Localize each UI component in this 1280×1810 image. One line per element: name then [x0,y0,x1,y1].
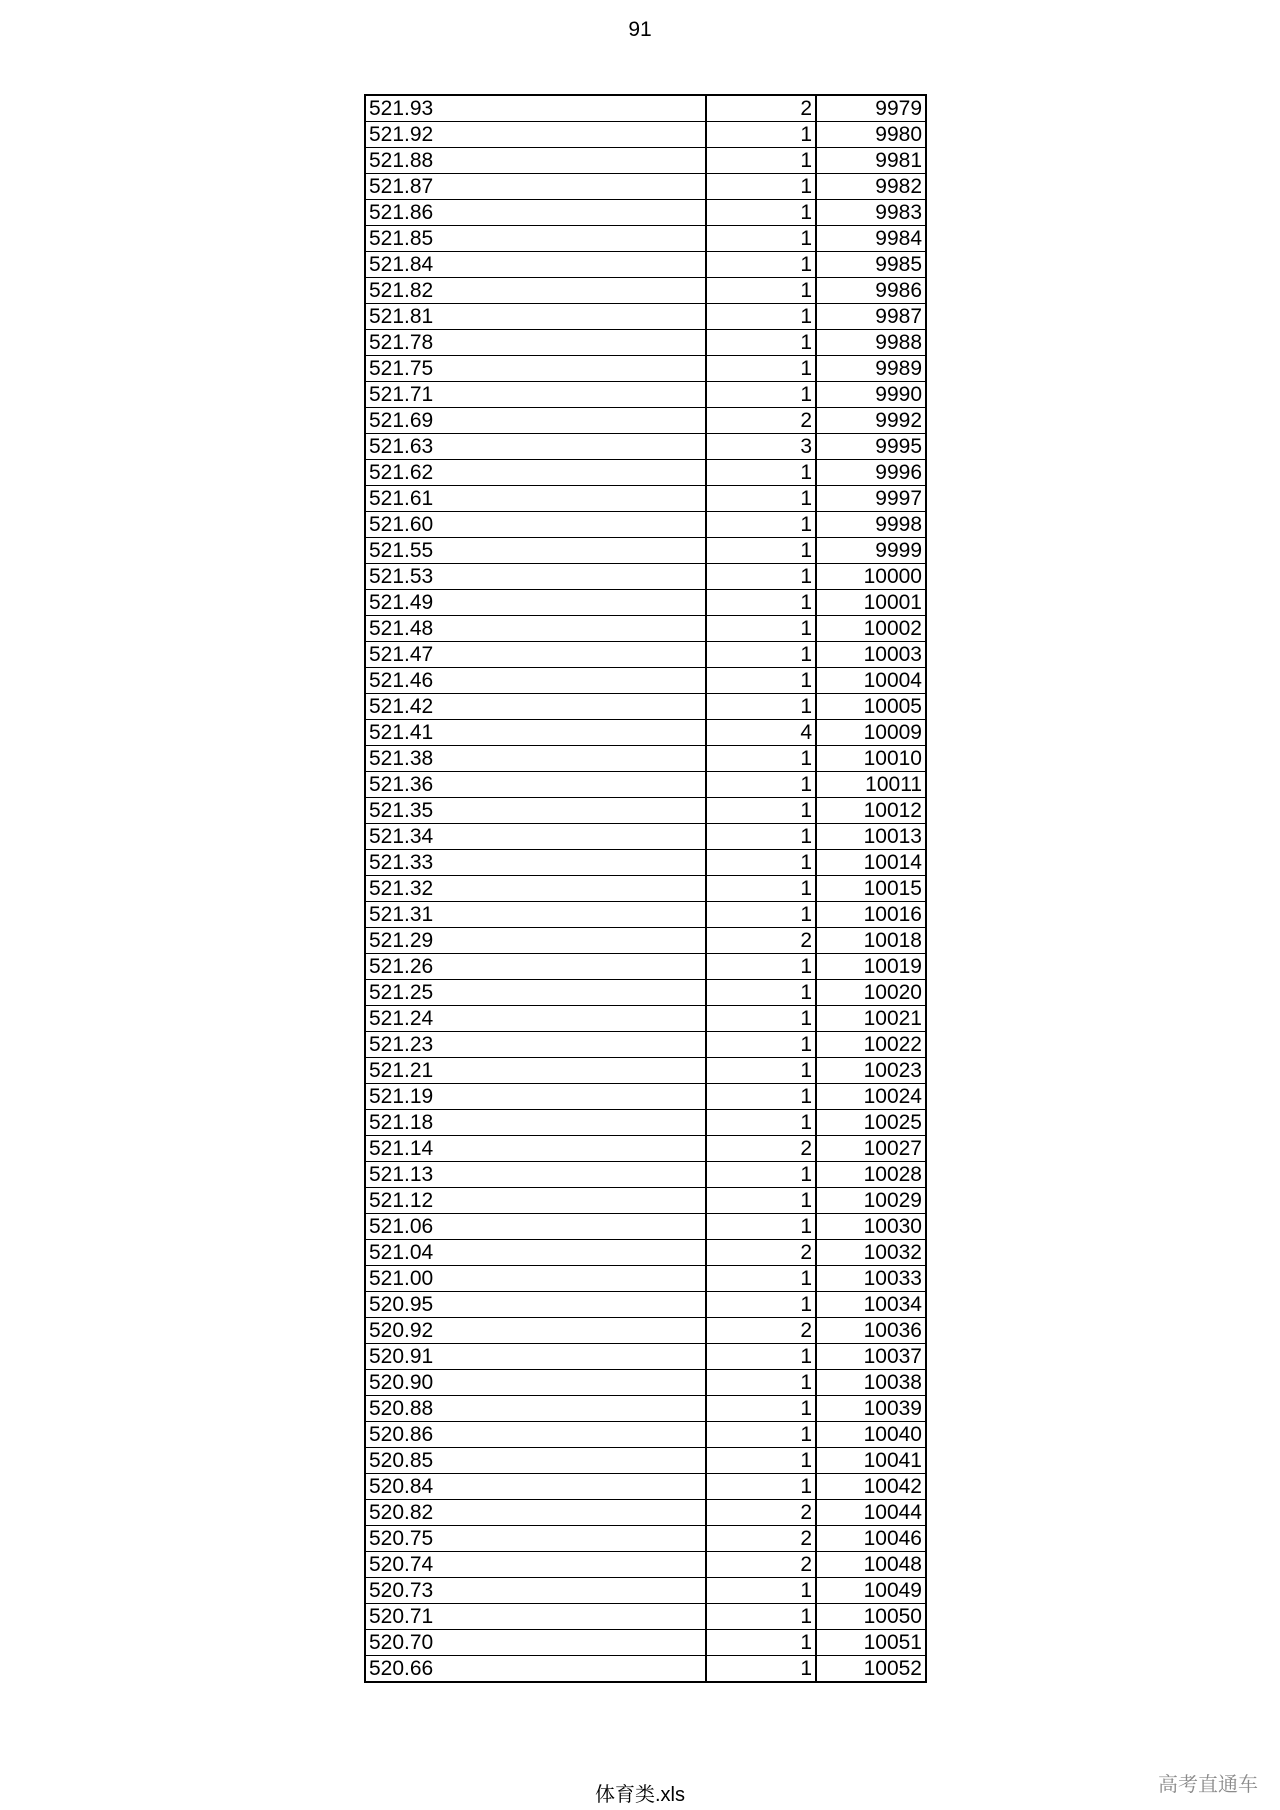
count-cell: 1 [706,694,816,720]
score-cell: 521.61 [365,486,706,512]
rank-cell: 9996 [816,460,926,486]
score-cell: 521.47 [365,642,706,668]
rank-cell: 10032 [816,1240,926,1266]
score-cell: 520.66 [365,1656,706,1683]
count-cell: 1 [706,252,816,278]
score-cell: 521.12 [365,1188,706,1214]
rank-cell: 9988 [816,330,926,356]
count-cell: 1 [706,1474,816,1500]
rank-cell: 10039 [816,1396,926,1422]
count-cell: 2 [706,1240,816,1266]
count-cell: 1 [706,486,816,512]
score-cell: 521.81 [365,304,706,330]
rank-cell: 9986 [816,278,926,304]
table-row [365,980,926,1006]
score-cell: 520.70 [365,1630,706,1656]
rank-cell: 10048 [816,1552,926,1578]
rank-cell: 10002 [816,616,926,642]
count-cell: 1 [706,1188,816,1214]
score-cell: 521.82 [365,278,706,304]
count-cell: 1 [706,382,816,408]
count-cell: 1 [706,1344,816,1370]
count-cell: 1 [706,772,816,798]
rank-cell: 10014 [816,850,926,876]
score-cell: 521.00 [365,1266,706,1292]
table-row [365,1604,926,1630]
table-row [365,616,926,642]
count-cell: 1 [706,850,816,876]
count-cell: 1 [706,1110,816,1136]
table-row [365,1266,926,1292]
table-row [365,1396,926,1422]
count-cell: 1 [706,512,816,538]
rank-cell: 10025 [816,1110,926,1136]
rank-cell: 9981 [816,148,926,174]
table-row [365,720,926,746]
count-cell: 2 [706,1136,816,1162]
count-cell: 1 [706,304,816,330]
count-cell: 1 [706,200,816,226]
count-cell: 2 [706,928,816,954]
count-cell: 1 [706,1422,816,1448]
score-cell: 521.46 [365,668,706,694]
score-cell: 520.92 [365,1318,706,1344]
rank-cell: 10023 [816,1058,926,1084]
score-cell: 521.60 [365,512,706,538]
table-row [365,746,926,772]
table-row [365,200,926,226]
table-row [365,1630,926,1656]
rank-cell: 9982 [816,174,926,200]
table-row [365,1292,926,1318]
count-cell: 1 [706,746,816,772]
table-row [365,122,926,148]
rank-cell: 9992 [816,408,926,434]
count-cell: 1 [706,902,816,928]
count-cell: 1 [706,1266,816,1292]
rank-cell: 10022 [816,1032,926,1058]
footer-filename: 体育类.xls [595,1784,685,1806]
count-cell: 1 [706,564,816,590]
count-cell: 2 [706,1526,816,1552]
rank-cell: 10037 [816,1344,926,1370]
score-cell: 521.32 [365,876,706,902]
table-row [365,1448,926,1474]
table-row [365,1240,926,1266]
table-row [365,668,926,694]
score-cell: 521.26 [365,954,706,980]
rank-cell: 10049 [816,1578,926,1604]
rank-cell: 10011 [816,772,926,798]
table-row [365,1552,926,1578]
score-cell: 521.31 [365,902,706,928]
rank-cell: 9989 [816,356,926,382]
score-cell: 520.82 [365,1500,706,1526]
table-row [365,772,926,798]
rank-cell: 10021 [816,1006,926,1032]
table-row [365,1058,926,1084]
score-table-body [365,95,926,1682]
count-cell: 2 [706,1500,816,1526]
count-cell: 3 [706,434,816,460]
table-row [365,382,926,408]
score-cell: 521.88 [365,148,706,174]
rank-cell: 10029 [816,1188,926,1214]
rank-cell: 10019 [816,954,926,980]
score-table [364,94,927,1683]
score-cell: 521.84 [365,252,706,278]
rank-cell: 10013 [816,824,926,850]
score-cell: 521.14 [365,1136,706,1162]
table-row [365,95,926,122]
table-row [365,1474,926,1500]
rank-cell: 9987 [816,304,926,330]
score-cell: 520.84 [365,1474,706,1500]
score-cell: 521.62 [365,460,706,486]
rank-cell: 10046 [816,1526,926,1552]
score-cell: 521.23 [365,1032,706,1058]
table-row [365,278,926,304]
count-cell: 1 [706,1604,816,1630]
table-row [365,538,926,564]
score-cell: 521.71 [365,382,706,408]
count-cell: 1 [706,876,816,902]
rank-cell: 10015 [816,876,926,902]
score-cell: 521.36 [365,772,706,798]
count-cell: 2 [706,1318,816,1344]
table-row [365,1006,926,1032]
score-cell: 521.48 [365,616,706,642]
score-cell: 521.04 [365,1240,706,1266]
count-cell: 1 [706,148,816,174]
score-cell: 521.34 [365,824,706,850]
table-row [365,590,926,616]
rank-cell: 9998 [816,512,926,538]
count-cell: 1 [706,616,816,642]
score-cell: 520.88 [365,1396,706,1422]
count-cell: 1 [706,980,816,1006]
rank-cell: 10009 [816,720,926,746]
table-row [365,824,926,850]
table-row [365,564,926,590]
score-cell: 521.75 [365,356,706,382]
count-cell: 1 [706,1448,816,1474]
table-row [365,1578,926,1604]
table-row [365,1422,926,1448]
count-cell: 1 [706,1396,816,1422]
rank-cell: 9990 [816,382,926,408]
score-cell: 521.18 [365,1110,706,1136]
score-cell: 520.85 [365,1448,706,1474]
score-cell: 521.53 [365,564,706,590]
count-cell: 1 [706,1032,816,1058]
rank-cell: 10042 [816,1474,926,1500]
count-cell: 1 [706,330,816,356]
score-cell: 521.92 [365,122,706,148]
table-row [365,330,926,356]
rank-cell: 9985 [816,252,926,278]
rank-cell: 10016 [816,902,926,928]
score-cell: 520.71 [365,1604,706,1630]
count-cell: 1 [706,1292,816,1318]
rank-cell: 10000 [816,564,926,590]
score-cell: 521.29 [365,928,706,954]
count-cell: 1 [706,356,816,382]
count-cell: 1 [706,122,816,148]
table-row [365,1318,926,1344]
rank-cell: 10012 [816,798,926,824]
rank-cell: 10005 [816,694,926,720]
score-cell: 521.93 [365,95,706,122]
rank-cell: 9995 [816,434,926,460]
rank-cell: 10030 [816,1214,926,1240]
rank-cell: 10028 [816,1162,926,1188]
rank-cell: 10038 [816,1370,926,1396]
rank-cell: 10051 [816,1630,926,1656]
table-row [365,434,926,460]
score-cell: 521.25 [365,980,706,1006]
count-cell: 1 [706,1630,816,1656]
score-cell: 521.87 [365,174,706,200]
rank-cell: 10003 [816,642,926,668]
rank-cell: 9984 [816,226,926,252]
count-cell: 1 [706,1656,816,1683]
table-row [365,356,926,382]
table-row [365,1344,926,1370]
rank-cell: 10020 [816,980,926,1006]
count-cell: 1 [706,460,816,486]
rank-cell: 9980 [816,122,926,148]
count-cell: 2 [706,408,816,434]
count-cell: 1 [706,278,816,304]
table-row [365,226,926,252]
count-cell: 4 [706,720,816,746]
score-cell: 521.78 [365,330,706,356]
table-row [365,1526,926,1552]
count-cell: 1 [706,798,816,824]
count-cell: 1 [706,1058,816,1084]
score-cell: 521.69 [365,408,706,434]
count-cell: 1 [706,1370,816,1396]
table-row [365,1214,926,1240]
count-cell: 1 [706,668,816,694]
count-cell: 1 [706,1162,816,1188]
table-row [365,486,926,512]
score-cell: 521.19 [365,1084,706,1110]
table-row [365,304,926,330]
score-cell: 521.33 [365,850,706,876]
score-cell: 521.13 [365,1162,706,1188]
table-row [365,642,926,668]
rank-cell: 10024 [816,1084,926,1110]
table-row [365,954,926,980]
table-row [365,798,926,824]
rank-cell: 10044 [816,1500,926,1526]
table-row [365,1656,926,1683]
table-row [365,1032,926,1058]
score-cell: 521.06 [365,1214,706,1240]
table-row [365,408,926,434]
rank-cell: 10001 [816,590,926,616]
rank-cell: 10036 [816,1318,926,1344]
count-cell: 2 [706,95,816,122]
rank-cell: 9999 [816,538,926,564]
rank-cell: 10052 [816,1656,926,1683]
score-cell: 520.73 [365,1578,706,1604]
score-cell: 521.41 [365,720,706,746]
table-row [365,1500,926,1526]
watermark: 高考直通车 [1158,1774,1258,1796]
score-cell: 520.95 [365,1292,706,1318]
score-cell: 521.35 [365,798,706,824]
score-cell: 521.49 [365,590,706,616]
count-cell: 1 [706,954,816,980]
rank-cell: 10027 [816,1136,926,1162]
rank-cell: 10004 [816,668,926,694]
table-row [365,1188,926,1214]
table-row [365,1110,926,1136]
rank-cell: 10018 [816,928,926,954]
table-row [365,252,926,278]
count-cell: 1 [706,824,816,850]
rank-cell: 10050 [816,1604,926,1630]
table-row [365,460,926,486]
score-cell: 521.63 [365,434,706,460]
score-cell: 521.38 [365,746,706,772]
table-row [365,1370,926,1396]
count-cell: 1 [706,1214,816,1240]
score-cell: 520.75 [365,1526,706,1552]
table-row [365,876,926,902]
rank-cell: 10034 [816,1292,926,1318]
score-cell: 520.91 [365,1344,706,1370]
table-row [365,1162,926,1188]
count-cell: 1 [706,590,816,616]
score-cell: 521.24 [365,1006,706,1032]
count-cell: 1 [706,1578,816,1604]
count-cell: 1 [706,1084,816,1110]
rank-cell: 10040 [816,1422,926,1448]
score-cell: 520.86 [365,1422,706,1448]
table-row [365,512,926,538]
count-cell: 1 [706,174,816,200]
score-cell: 520.90 [365,1370,706,1396]
rank-cell: 9979 [816,95,926,122]
table-row [365,694,926,720]
score-cell: 521.85 [365,226,706,252]
table-row [365,1084,926,1110]
table-row [365,148,926,174]
rank-cell: 10033 [816,1266,926,1292]
rank-cell: 9983 [816,200,926,226]
table-row [365,928,926,954]
rank-cell: 10010 [816,746,926,772]
score-cell: 521.21 [365,1058,706,1084]
table-row [365,174,926,200]
score-cell: 520.74 [365,1552,706,1578]
page-number: 91 [628,18,652,41]
table-row [365,850,926,876]
rank-cell: 10041 [816,1448,926,1474]
count-cell: 1 [706,1006,816,1032]
count-cell: 1 [706,226,816,252]
table-row [365,1136,926,1162]
count-cell: 2 [706,1552,816,1578]
score-cell: 521.55 [365,538,706,564]
table-row [365,902,926,928]
score-cell: 521.86 [365,200,706,226]
count-cell: 1 [706,538,816,564]
rank-cell: 9997 [816,486,926,512]
count-cell: 1 [706,642,816,668]
score-cell: 521.42 [365,694,706,720]
